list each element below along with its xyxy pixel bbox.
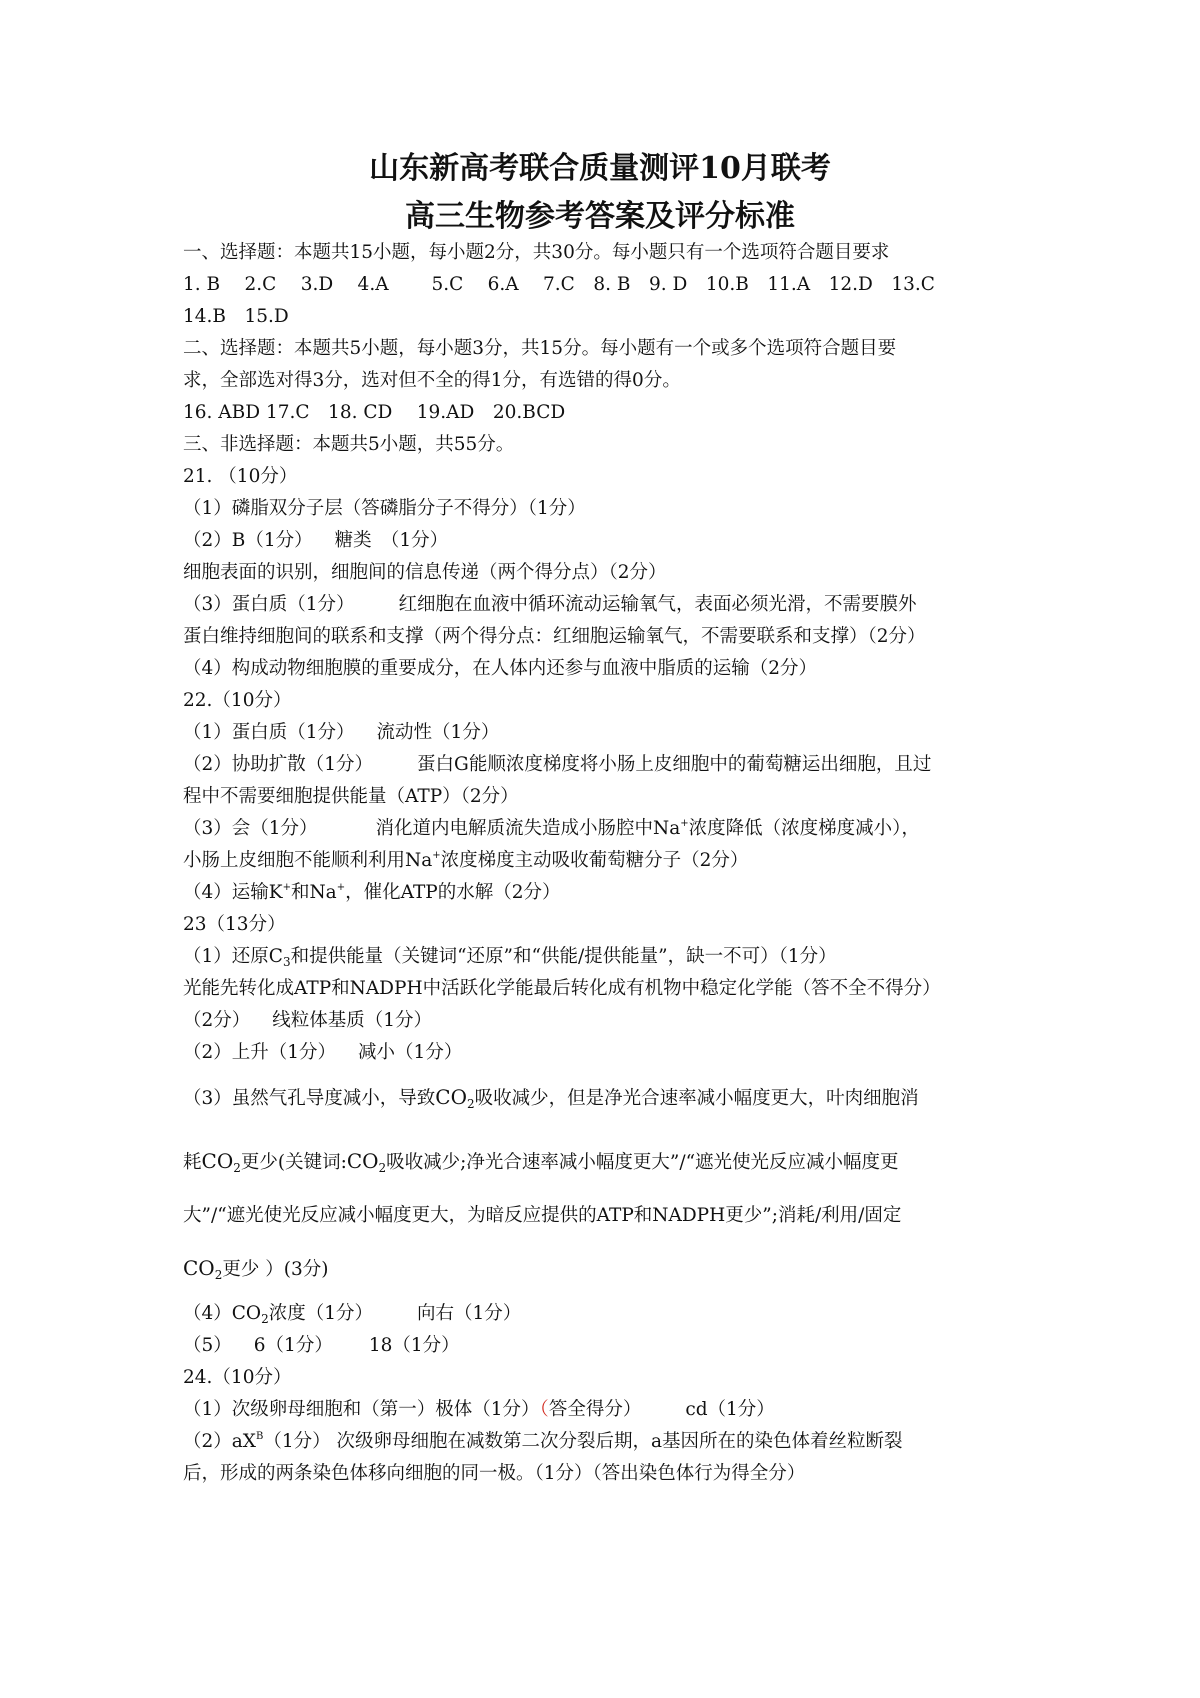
q23-title: 23（13分） <box>183 914 286 935</box>
q24-part1-c: cd（1分） <box>685 1399 775 1420</box>
co2-formula: $CO_2$ <box>183 1256 223 1282</box>
q23-part1-line3-a: （2分） <box>183 1010 251 1031</box>
q22-part2-line2: 程中不需要细胞提供能量（ATP）（2分） <box>183 786 519 807</box>
co2-formula: $CO_2$ <box>346 1149 387 1175</box>
q22-part4-b: 和Na <box>290 882 337 903</box>
section3-header: 三、非选择题：本题共5小题，共55分。 <box>183 434 515 455</box>
q23-part4 <box>183 1302 521 1326</box>
q23-part1-b: 和提供能量（关键词“还原”和“供能/提供能量”，缺一不可）（1分） <box>290 946 837 967</box>
co2-formula: $CO_2$ <box>231 1303 269 1326</box>
q23-part1-a: （1）还原C <box>183 946 283 967</box>
q24-part2-b: （1分） 次级卵母细胞在减数第二次分裂后期，a基因所在的染色体着丝粒断裂 <box>263 1431 903 1452</box>
q23-part3-line3: 大”/“遮光使光反应减小幅度更大，为暗反应提供的ATP和NADPH更少”;消耗/利用/固定 <box>183 1205 902 1226</box>
q21-title: 21. （10分） <box>183 466 298 487</box>
q22-part1 <box>183 721 499 745</box>
q22-part1-b: 流动性（1分） <box>376 722 500 743</box>
q23-part3-line2 <box>183 1149 899 1175</box>
q21-part1: （1）磷脂双分子层（答磷脂分子不得分）（1分） <box>183 498 586 519</box>
q22-part3-a: （3）会（1分） <box>183 818 318 839</box>
q24-part1-a: （1）次级卵母细胞和（第一）极体（1分） <box>183 1399 540 1420</box>
section1-header: 一、选择题：本题共15小题，每小题2分，共30分。每小题只有一个选项符合题目要求 <box>183 242 890 263</box>
q21-part2-b: 糖类 （1分） <box>334 530 449 551</box>
q22-part3-b2: 浓度降低（浓度梯度减小）， <box>688 818 920 839</box>
q23-part2-b: 减小（1分） <box>358 1042 463 1063</box>
q21-part2-line2: 细胞表面的识别，细胞间的信息传递（两个得分点）（2分） <box>183 562 667 583</box>
q24-title: 24.（10分） <box>183 1367 292 1388</box>
co2-formula: $CO_2$ <box>435 1085 475 1111</box>
q23-part3-line2-a: 耗 <box>183 1152 202 1173</box>
co2-formula: $CO_2$ <box>201 1149 241 1175</box>
q23-part3-line2-c: 吸收减少;净光合速率减小幅度更大”/“遮光使光反应减小幅度更 <box>386 1152 899 1173</box>
page-subtitle: 高三生物参考答案及评分标准 <box>405 199 795 234</box>
q23-part4-b: 浓度（1分） <box>268 1303 374 1324</box>
q23-part3-b: 吸收减少，但是净光合速率减小幅度更大，叶肉细胞消 <box>474 1088 919 1109</box>
q22-part3-line2-b: 浓度梯度主动吸收葡萄糖分子（2分） <box>440 850 749 871</box>
q24-part1-b: 答全得分） <box>548 1399 642 1420</box>
q24-part2 <box>183 1430 903 1454</box>
section2-answers: 16. ABD 17.C 18. CD 19.AD 20.BCD <box>183 402 566 423</box>
sodium-superscript: + <box>432 850 441 861</box>
q24-part2-a: （2）aX <box>183 1431 256 1452</box>
q21-part3-b: 红细胞在血液中循环流动运输氧气，表面必须光滑，不需要膜外 <box>398 594 917 615</box>
section1-answers-row2: 14.B 15.D <box>183 306 289 327</box>
q21-part3-a: （3）蛋白质（1分） <box>183 594 355 615</box>
section1-answers-row1: 1. B 2.C 3.D 4.A 5.C 6.A 7.C 8. B 9. D 10.B 11.A 12.D 13.C <box>183 274 935 295</box>
q23-part3-line2-b: 更少(关键词: <box>240 1152 347 1173</box>
c3-subscript: 3 <box>282 955 291 969</box>
q22-part3-line2 <box>183 849 748 873</box>
section2-header-line1: 二、选择题：本题共5小题，每小题3分，共15分。每小题有一个或多个选项符合题目要 <box>183 338 897 359</box>
q21-part2 <box>183 529 448 553</box>
q23-part4-a: （4） <box>183 1303 232 1324</box>
q23-part4-c: 向右（1分） <box>417 1303 522 1324</box>
q22-part2 <box>183 753 931 777</box>
q22-part2-b: 蛋白G能顺浓度梯度将小肠上皮细胞中的葡萄糖运出细胞，且过 <box>417 754 932 775</box>
q24-part1 <box>183 1398 775 1422</box>
q23-part1-line3-b: 线粒体基质（1分） <box>272 1010 433 1031</box>
q22-part3-line2-a: 小肠上皮细胞不能顺利利用Na <box>183 850 433 871</box>
q22-part4-c: ，催化ATP的水解（2分） <box>345 882 561 903</box>
q21-part3 <box>183 593 917 617</box>
sodium-superscript: + <box>336 882 346 893</box>
xb-superscript: B <box>255 1431 264 1442</box>
q24-part2-line2: 后，形成的两条染色体移向细胞的同一极。（1分）（答出染色体行为得全分） <box>183 1463 806 1484</box>
q21-part3-line2: 蛋白维持细胞间的联系和支撑（两个得分点：红细胞运输氧气，不需要联系和支撑）（2分） <box>183 626 926 647</box>
q23-part5 <box>183 1334 460 1358</box>
q22-part3 <box>183 817 920 841</box>
q21-part4: （4）构成动物细胞膜的重要成分，在人体内还参与血液中脂质的运输（2分） <box>183 658 818 679</box>
q22-title: 22.（10分） <box>183 690 292 711</box>
q23-part3-a: （3）虽然气孔导度减小，导致 <box>183 1088 436 1109</box>
q23-part3-line4-b: 更少 ）(3分) <box>222 1259 329 1280</box>
q23-part3 <box>183 1085 919 1111</box>
q23-part2-a: （2）上升（1分） <box>183 1042 337 1063</box>
q24-part1-red-paren: （ <box>539 1399 549 1420</box>
q22-part2-a: （2）协助扩散（1分） <box>183 754 374 775</box>
q23-part2 <box>183 1041 462 1065</box>
q21-part2-a: （2）B（1分） <box>183 530 313 551</box>
potassium-superscript: + <box>282 882 291 893</box>
page-title: 山东新高考联合质量测评10月联考 <box>369 151 831 186</box>
q23-part5-c: 18（1分） <box>368 1335 460 1356</box>
q23-part3-line4 <box>183 1256 328 1282</box>
q23-part5-a: （5） <box>183 1335 232 1356</box>
sodium-superscript: + <box>680 818 689 829</box>
q22-part4-a: （4）运输K <box>183 882 283 903</box>
q22-part3-b1: 消化道内电解质流失造成小肠腔中Na <box>375 818 681 839</box>
q22-part4 <box>183 881 561 905</box>
q23-part1-line2: 光能先转化成ATP和NADPH中活跃化学能最后转化成有机物中稳定化学能（答不全不得分） <box>183 978 941 999</box>
q23-part5-b: 6（1分） <box>253 1335 333 1356</box>
section2-header-line2: 求，全部选对得3分，选对但不全的得1分，有选错的得0分。 <box>183 370 681 391</box>
q22-part1-a: （1）蛋白质（1分） <box>183 722 355 743</box>
q23-part1-line3 <box>183 1009 432 1033</box>
q23-part1 <box>183 945 837 969</box>
